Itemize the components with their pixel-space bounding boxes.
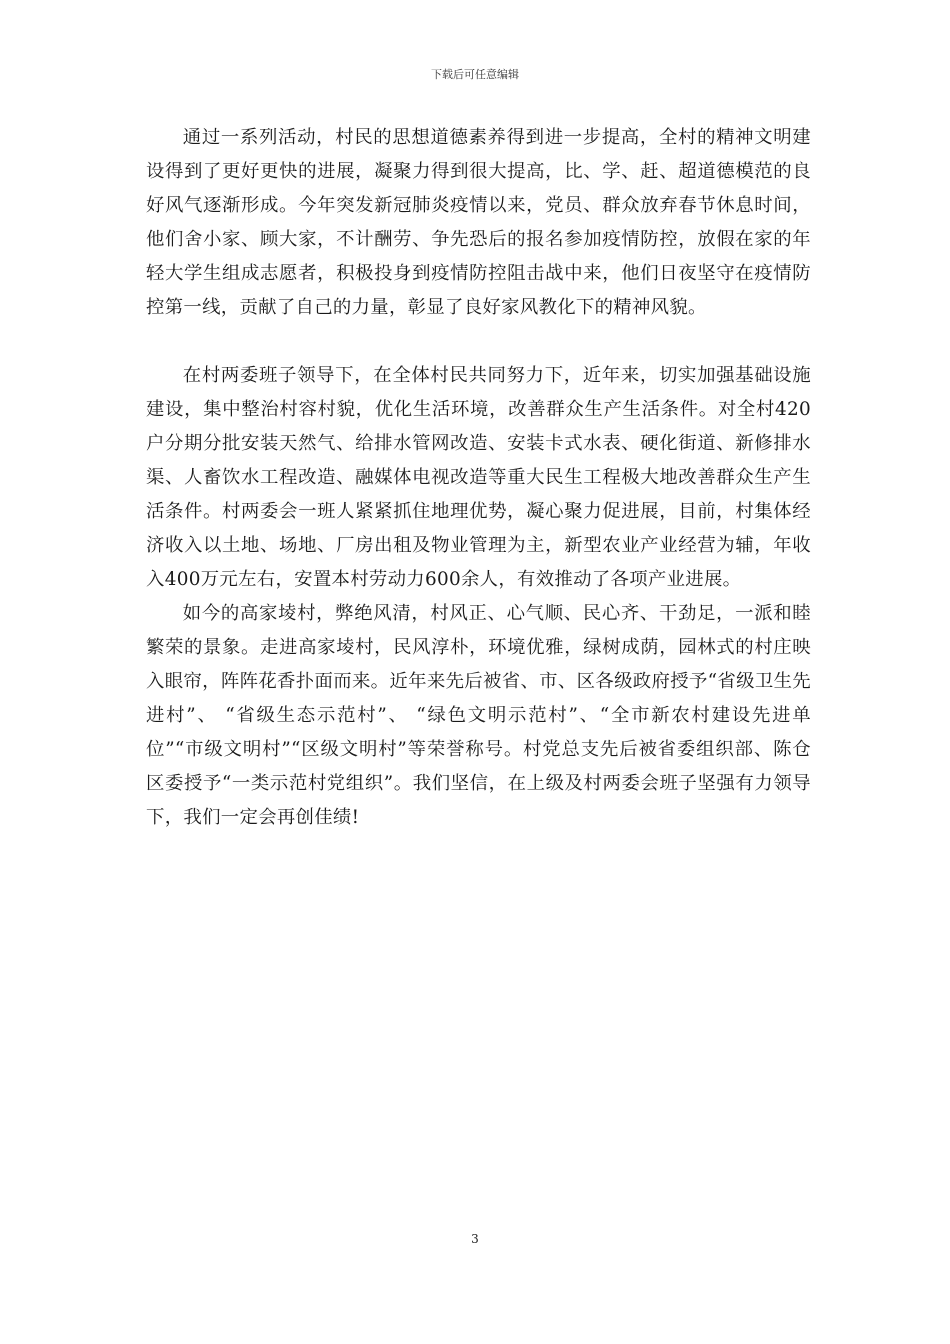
paragraph-infrastructure: 在村两委班子领导下，在全体村民共同努力下，近年来，切实加强基础设施建设，集中整治村容村貌，优化生活环境，改善群众生产生活条件。对全村420户分期分批安装天然气、给排水管网改造、安装卡式水表、硬化街道、新修排水渠、人畜饮水工程改造、融媒体电视改造等重大民生工程极大地改善群众生产生活条件。村两委会一班人紧紧抓住地理优势，凝心聚力促进展，目前，村集体经济收入以土地、场地、厂房出租及物业管理为主，新型农业产业经营为辅，年收入400万元左右，安置本村劳动力600余人，有效推动了各项产业进展。 [146,365,811,590]
document-body [146,121,811,835]
page-number: 3 [471,1232,479,1246]
page-header: 下载后可任意编辑 [431,68,519,81]
paragraph-spiritual-civilization: 通过一系列活动，村民的思想道德素养得到进一步提高，全村的精神文明建设得到了更好更快的进展，凝聚力得到很大提高，比、学、赶、超道德模范的良好风气逐渐形成。今年突发新冠肺炎疫情以来，党员、群众放弃春节休息时间，他们舍小家、顾大家，不计酬劳、争先恐后的报名参加疫情防控，放假在家的年轻大学生组成志愿者，积极投身到疫情防控阻击战中来，他们日夜坚守在疫情防控第一线，贡献了自己的力量，彰显了良好家风教化下的精神风貌。 [146,127,811,318]
paragraph-village-honors: 如今的高家堎村，弊绝风清，村风正、心气顺、民心齐、干劲足，一派和睦繁荣的景象。走进高家堎村，民风淳朴，环境优雅，绿树成荫，园林式的村庄映入眼帘，阵阵花香扑面而来。近年来先后被省、市、区各级政府授予“省级卫生先进村”、 “省级生态示范村”、 “绿色文明示范村”、“全市新农村建设先进单位”“市级文明村”“区级文明村”等荣誉称号。村党总支先后被省委组织部、陈仓区委授予“一类示范村党组织”。我们坚信，在上级及村两委会班子坚强有力领导下，我们一定会再创佳绩! [146,603,811,828]
